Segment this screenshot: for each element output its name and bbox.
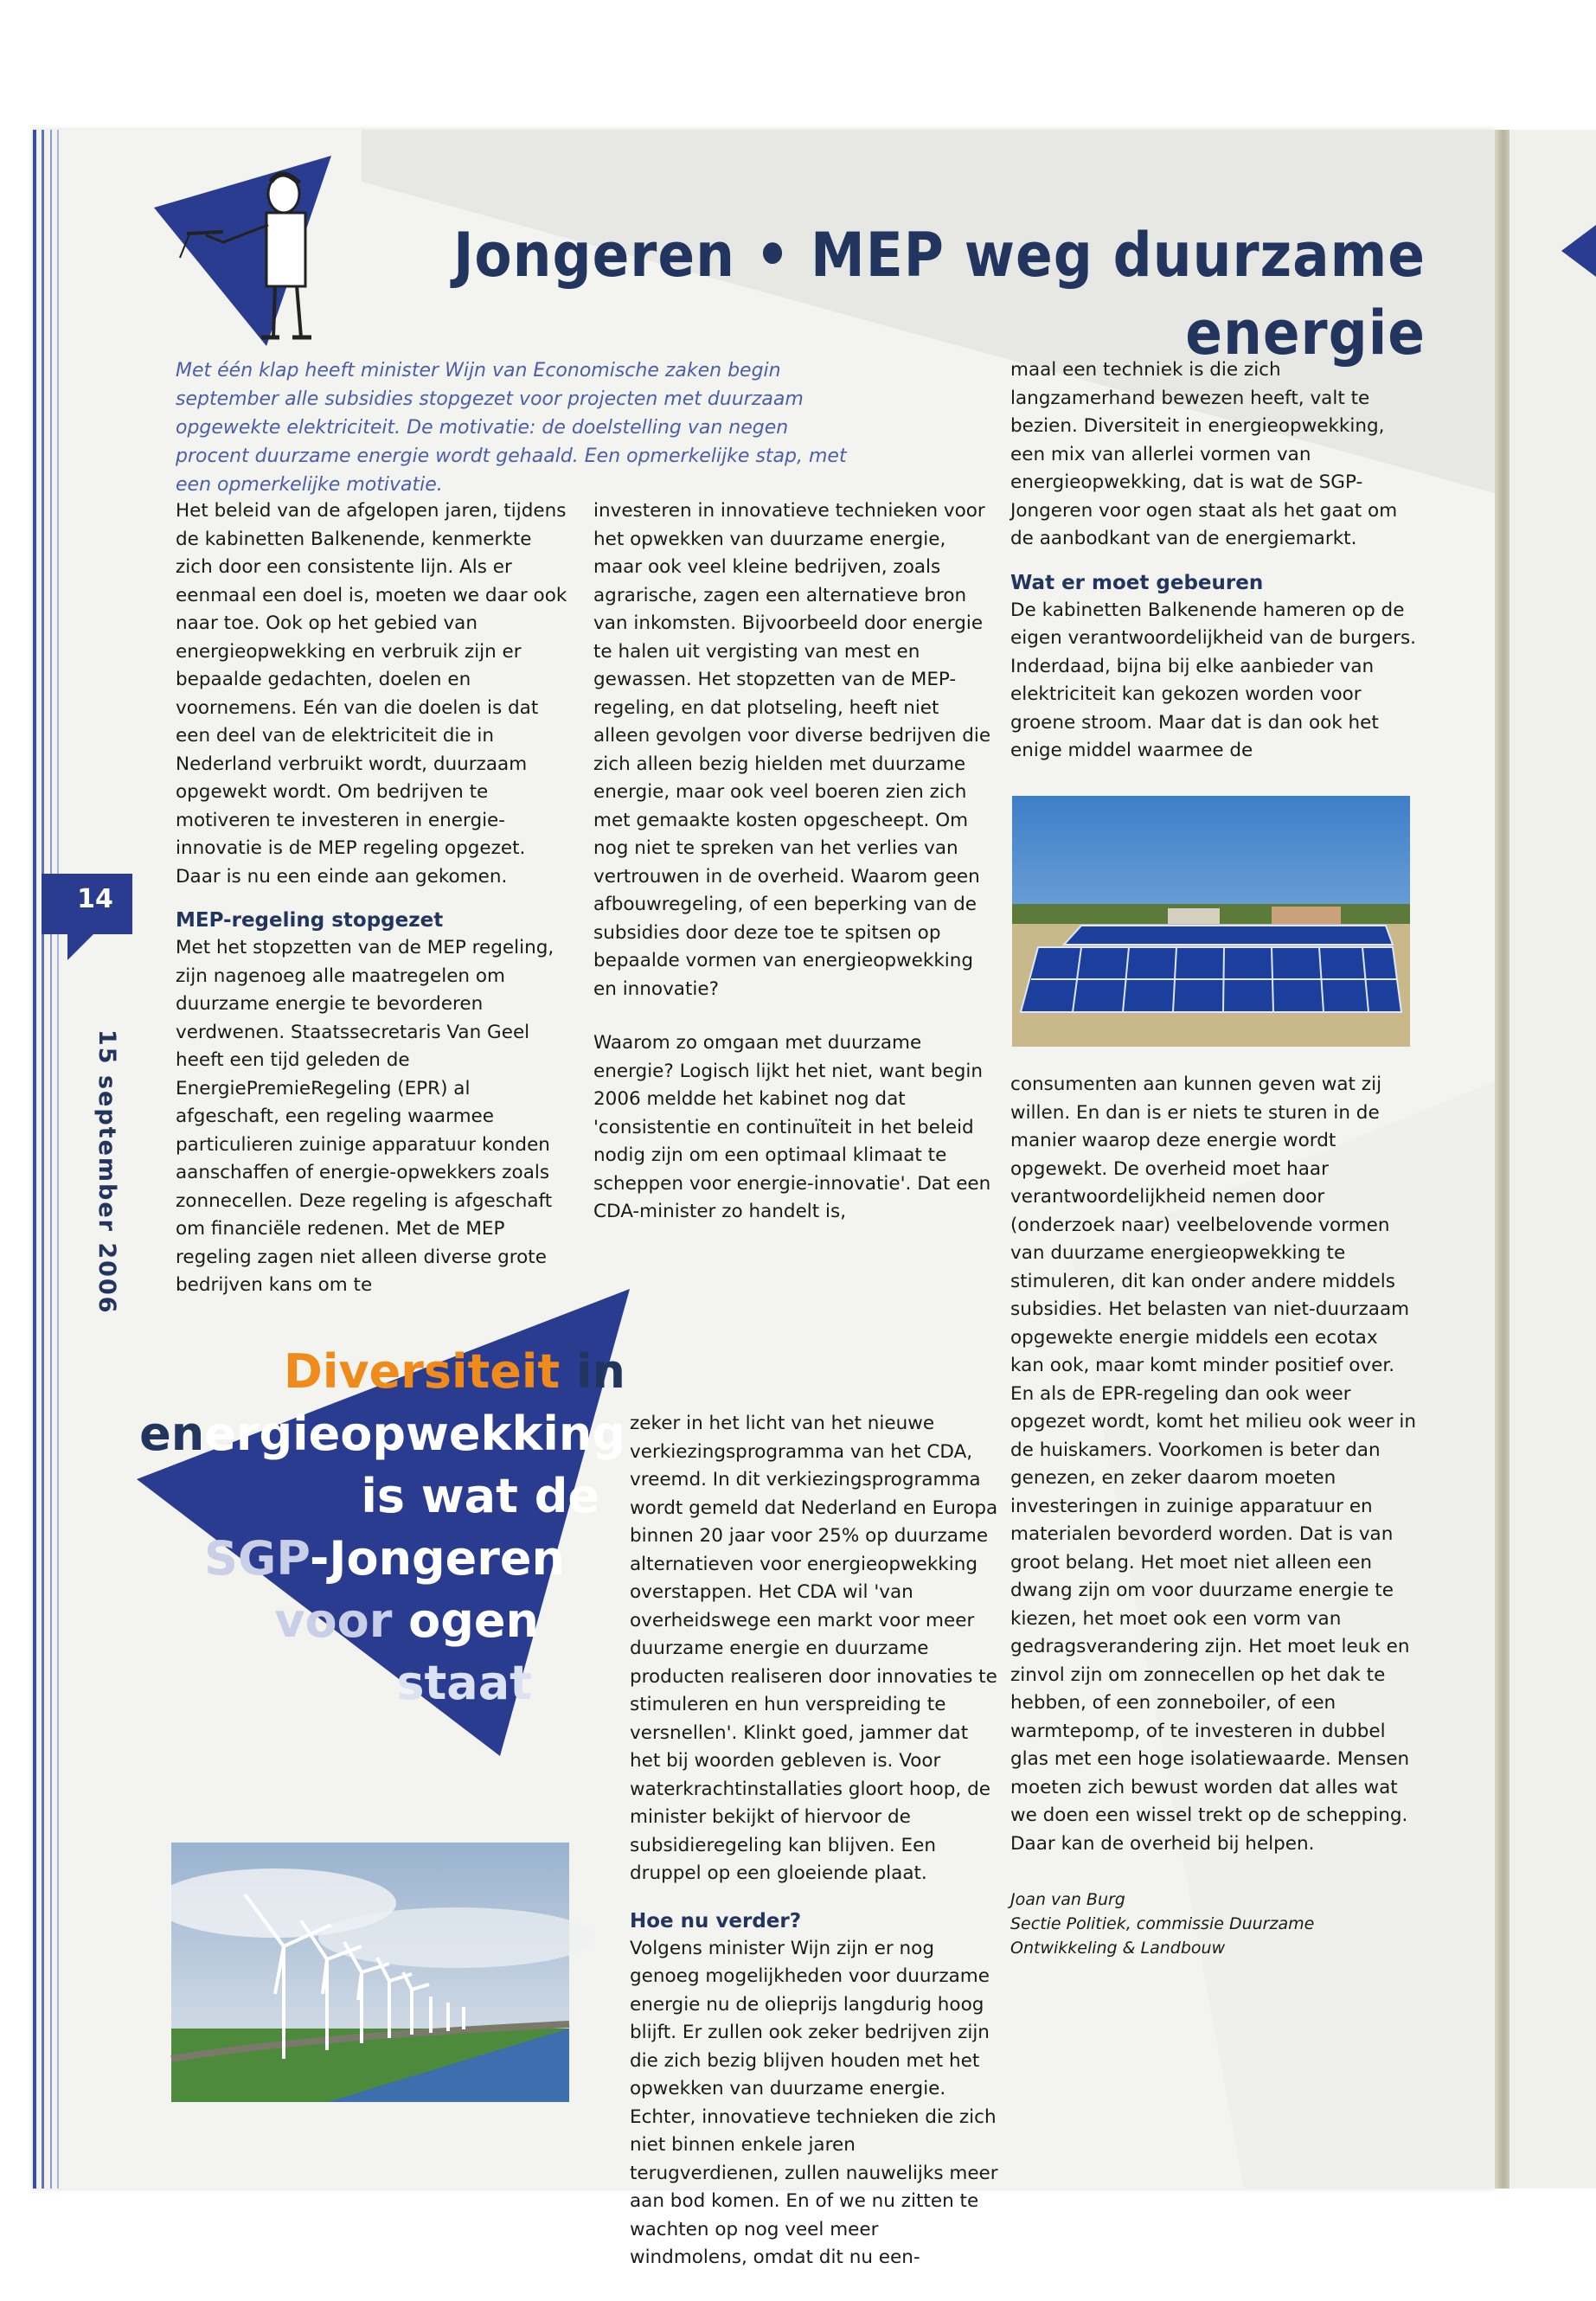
pull-quote-highlight: Diversiteit (284, 1344, 561, 1399)
column-1 (176, 497, 569, 1300)
speaker-cartoon-icon (171, 164, 344, 346)
column-3 (1010, 356, 1417, 766)
pull-quote-line (85, 1590, 539, 1652)
paragraph: zeker in het licht van het nieuwe verkiezingsprogramma van het CDA, vreemd. In dit verkiezingsprogramma wordt gemeld dat Nederland en Europa binnen 20 jaar voor 25% op duurzame alternatieven voor energieopwekking overstappen. Het CDA wil 'van overheidswege een markt voor meer duurzame energie en duurzame producten realiseren door innovaties te stimuleren en hun verspreiding te versnellen'. Klinkt goed, jammer dat het bij woorden gebleven is. Voor waterkrachtinstallaties gloort hoop, de minister bekijkt of hiervoor de subsidieregeling kan blijven. Een druppel op een gloeiende plaat. (630, 1413, 998, 1884)
wind-turbine-photo (171, 1843, 569, 2102)
pull-quote-line: is wat de (361, 1469, 599, 1523)
paragraph: Met het stopzetten van de MEP regeling, zijn nagenoeg alle maatregelen om duurzame energie te bevorderen verdwenen. Staatssecretaris Van Geel heeft een tijd geleden de EnergiePremieRegeling (EPR) al afgeschaft, een regeling waarmee particulieren zuinige apparatuur konden aanschaffen of energie-opwekkers zoals zonnecellen. Deze regeling is afgeschaft om financiële redenen. Met de MEP regeling zagen niet alleen diverse grote bedrijven kans om te (176, 937, 554, 1296)
paragraph: consumenten aan kunnen geven wat zij willen. En dan is er niets te sturen in de manier waarop deze energie wordt opgewekt. De overheid moet haar verantwoordelijkheid nemen door (onderzoek naar) veelbelovende vormen van duurzame energieopwekking te stimuleren, dit kan onder andere middels subsidies. Het belasten van niet-duurzaam opgewekte energie middels een ecotax kan ook, maar komt minder positief over. En als de EPR-regeling dan ook weer opgezet wordt, komt het milieu ook weer in de huiskamers. Voorkomen is beter dan genezen, en zeker daarom moeten investeringen in zuinige apparatuur en materialen bevorderd worden. Dat is van groot belang. Het moet niet alleen een dwang zijn om voor duurzame energie te kiezen, het moet ook een vorm van gedragsverandering zijn. Het moet leuk en zinvol zijn om zonnecellen op het dak te hebben, of een zonneboiler, of een warmtepomp, of te investeren in dubbel glas met een hoge isolatiewaarde. Mensen moeten zich bewust worden dat alles wat we doen een wissel trekt op de schepping. Daar kan de overheid bij helpen. (1010, 1074, 1417, 1855)
paragraph: maal een techniek is die zich langzamerhand bewezen heeft, valt te bezien. Diversiteit in energieopwekking, een mix van allerlei vormen van energieopwekking, dat is wat de SGP-Jongeren voor ogen staat als het gaat om de aanbodkant van de energiemarkt. (1010, 359, 1398, 549)
pull-quote-text: en (139, 1407, 205, 1461)
section-heading: Hoe nu verder? (630, 1909, 802, 1932)
next-page-triangle (1509, 199, 1596, 303)
section-heading: Wat er moet gebeuren (1010, 571, 1264, 594)
article-title: Jongeren • MEP weg duurzame energie (452, 220, 1426, 369)
pull-quote-text: in (560, 1344, 625, 1399)
column-2 (593, 497, 1000, 1227)
pull-quote-text: SGP (204, 1531, 310, 1586)
next-page-edge (1509, 130, 1596, 2189)
solar-panel-photo (1012, 796, 1410, 1047)
pull-quote-text: ogen (392, 1593, 539, 1648)
paragraph: Waarom zo omgaan met duurzame energie? Logisch lijkt het niet, want begin 2006 meldde het kabinet nog dat 'consistentie en continuïteit in het beleid nodig zijn om een optimaal klimaat te scheppen voor energie-innovatie'. Dat een CDA-minister zo handelt is, (593, 1032, 991, 1222)
pull-quote-line (85, 1403, 625, 1465)
pull-quote-text: -Jongeren (309, 1531, 565, 1586)
pull-quote-line (85, 1341, 625, 1403)
article-intro: Met één klap heeft minister Wijn van Economische zaken begin september alle subsidies stopgezet voor projecten met duurzaam opgewekte elektriciteit. De motivatie: de doelstelling van negen procent duurzame energie wordt gehaald. Een opmerkelijke stap, met een opmerkelijke motivatie. (176, 360, 847, 496)
column-3-continued (1010, 1071, 1417, 1960)
paragraph: investeren in innovatieve technieken voor het opwekken van duurzame energie, maar ook veel kleine bedrijven, zoals agrarische, zagen een alternatieve bron van inkomsten. Bijvoorbeeld door energie te halen uit vergisting van mest en gewassen. Het stopzetten van de MEP-regeling, en dat plotseling, heeft niet alleen gevolgen voor diverse bedrijven die zich alleen bezig hielden met duurzame energie, maar ook veel boeren zien zich met gemaakte kosten opgescheept. Om nog niet te spreken van het verlies van vertrouwen in de overheid. Waarom geen afbouwregeling, of een beperking van de subsidies door deze toe te spitsen op bepaalde vormen van energieopwekking en innovatie? (593, 500, 991, 1000)
paragraph: De kabinetten Balkenende hameren op de eigen verantwoordelijkheid van de burgers. Inderdaad, bijna bij elke aanbieder van elektriciteit kan gekozen worden voor groene stroom. Maar dat is dan ook het enige middel waarmee de (1010, 599, 1417, 761)
pull-quote-text: voor (274, 1593, 393, 1648)
pull-quote-line: staat (396, 1656, 532, 1710)
section-heading: MEP-regeling stopgezet (176, 909, 444, 932)
paragraph: Volgens minister Wijn zijn er nog genoeg mogelijkheden voor duurzame energie nu de olieprijs langdurig hoog blijft. Er zullen ook zeker bedrijven zijn die zich bezig blijven houden met het opwekken van duurzame energie. Echter, innovatieve technieken die zich niet binnen enkele jaren terugverdienen, zullen nauwelijks meer aan bod komen. En of we nu zitten te wachten op nog veel meer windmolens, omdat dit nu een- (630, 1937, 998, 2268)
author-role: Sectie Politiek, commissie Duurzame Ontwikkeling & Landbouw (1010, 1914, 1315, 1958)
page-number: 14 (77, 884, 113, 914)
issue-date: 15 september 2006 (93, 1029, 120, 1315)
pull-quote-line (85, 1528, 565, 1590)
author-name: Joan van Burg (1010, 1890, 1125, 1909)
paragraph: Het beleid van de afgelopen jaren, tijdens de kabinetten Balkenende, kenmerkte zich door een consistente lijn. Als er eenmaal een doel is, moeten we daar ook naar toe. Ook op het gebied van energieopwekking en verbruik zijn er bepaalde gedachten, doelen en voornemens. Eén van die doelen is dat een deel van de elektriciteit die in Nederland verbruikt wordt, duurzaam opgewekt wordt. Om bedrijven te motiveren te investeren in energie-innovatie is de MEP regeling opgezet. Daar is nu een einde aan gekomen. (176, 500, 567, 888)
pull-quote (85, 1341, 625, 1715)
magazine-page (33, 130, 1495, 2268)
column-2-wrap (630, 1410, 1000, 2272)
pull-quote-text: ergieopwekking (204, 1407, 625, 1461)
